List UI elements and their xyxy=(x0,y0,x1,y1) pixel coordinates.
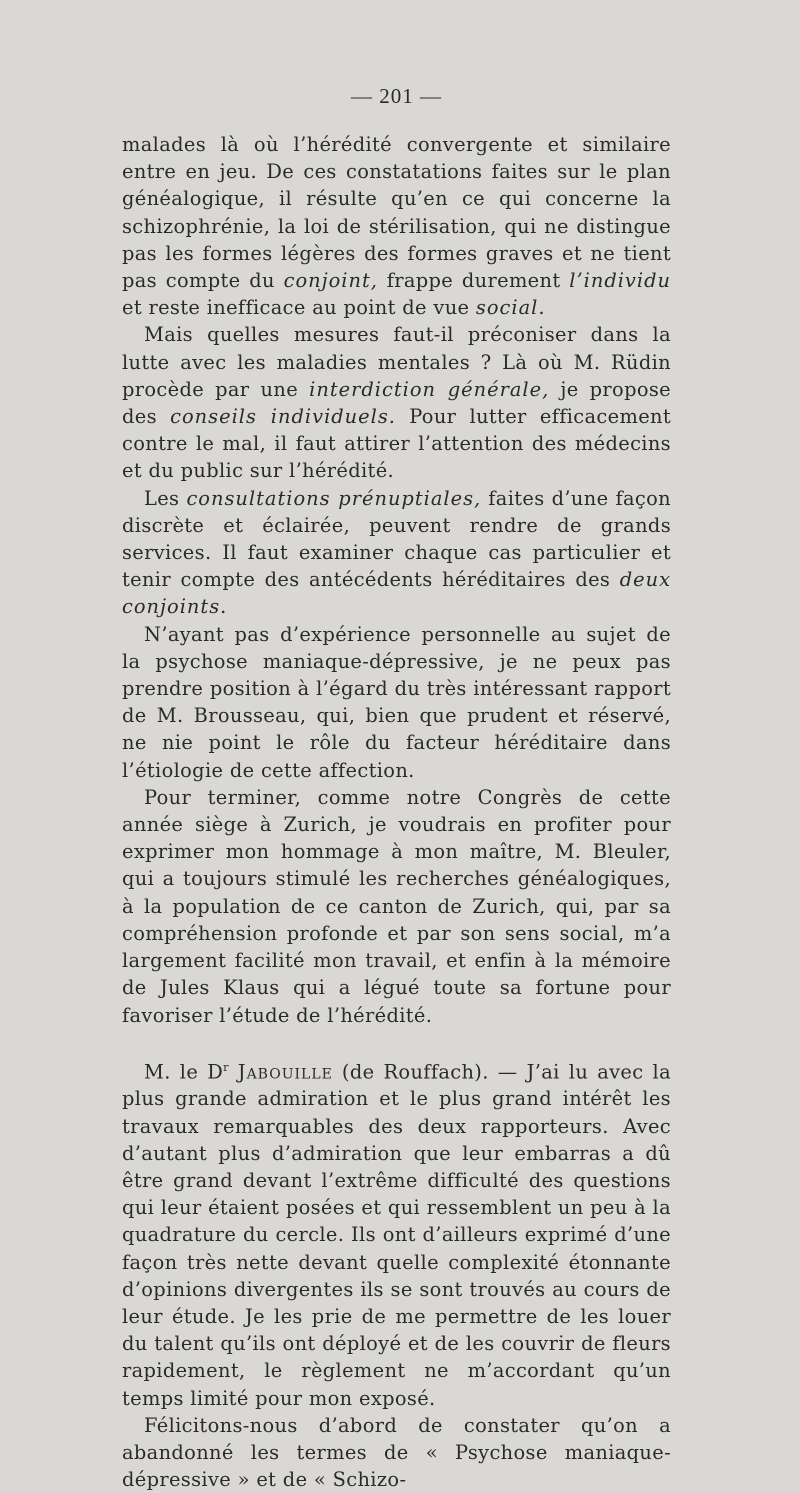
text-span: malades là où l’hérédité convergente et similaire entre en jeu. De ces constatations faites sur le plan généalogique, il résulte qu’en ce qui concerne la schizophrénie, la loi de stérilisation, qui ne distingue pas les formes légères des formes graves et ne tient pas compte du xyxy=(122,133,671,293)
italic-span: l’individu xyxy=(569,269,671,293)
italic-span: conjoint, xyxy=(283,269,378,293)
italic-span: interdiction générale, xyxy=(309,377,550,401)
text-span: N’ayant pas d’expérience personnelle au sujet de la psychose maniaque-dépressive, je ne peux pas prendre position à l’égard du très intéressant rapport de M. Brousseau, qui, bien que prudent et réservé, ne nie point le rôle du facteur héréditaire dans l’étiologie de cette affection. xyxy=(122,622,671,782)
paragraph-1 xyxy=(122,131,671,321)
paragraph-4 xyxy=(122,621,671,784)
text-span xyxy=(229,1060,238,1083)
text-span: Mais quelles mesures faut-il préconiser dans la lutte avec les maladies mentales ? Là où M. Rüdin procède par une xyxy=(122,323,671,401)
italic-span: social. xyxy=(475,296,546,320)
text-span: frappe durement xyxy=(377,269,570,293)
superscript: r xyxy=(223,1060,229,1074)
paragraph-7 xyxy=(122,1412,671,1493)
text-span: je propose des xyxy=(122,377,671,429)
paragraph-6-jabouille-intervention xyxy=(122,1054,671,1412)
text-span: faites d’une façon discrète et éclairée, peuvent rendre de grands services. Il faut examiner chaque cas particulier et tenir compte des antécédents héréditaires des xyxy=(122,486,671,592)
paragraph-5 xyxy=(122,784,671,1029)
italic-span: deux conjoints. xyxy=(122,568,671,619)
paragraph-3 xyxy=(122,485,671,621)
speaker-name: Jabouille xyxy=(237,1060,333,1084)
text-span: Pour terminer, comme notre Congrès de cette année siège à Zurich, je voudrais en profiter pour exprimer mon hommage à mon maître, M. Bleuler, qui a toujours stimulé les recherches généalogiques, à la population de ce canton de Zurich, qui, par sa compréhension profonde et par son sens social, m’a largement facilité mon travail, et enfin à la mémoire de Jules Klaus qui a légué toute sa fortune pour favoriser l’étude de l’hérédité. xyxy=(122,785,671,1027)
italic-span: conseils individuels. xyxy=(170,405,396,429)
text-span: M. le D xyxy=(144,1060,224,1084)
text-span: Félicitons-nous d’abord de constater qu’on a abandonné les termes de « Psychose maniaque-dépressive » et de « Schizo- xyxy=(122,1413,671,1492)
text-span: et reste inefficace au point de vue xyxy=(122,296,476,320)
paragraph-2 xyxy=(122,321,671,484)
page-number: — 201 — xyxy=(351,84,442,108)
text-span: Les xyxy=(144,486,187,510)
text-span: Pour lutter efficacement contre le mal, il faut attirer l’attention des médecins et du public sur l’hérédité. xyxy=(122,405,671,483)
italic-span: consultations prénuptiales, xyxy=(186,486,482,510)
text-span: (de Rouffach). — J’ai lu avec la plus grande admiration et le plus grand intérêt les travaux remarquables des deux rapporteurs. Avec d’autant plus d’admiration que leur embarras a dû être grand devant l’extrême difficulté des questions qui leur étaient posées et qui ressemblent un peu à la quadrature du cercle. Ils ont d’ailleurs exprimé d’une façon très nette devant quelle complexité étonnante d’opinions divergentes ils se sont trouvés au cours de leur étude. Je les prie de me permettre de les louer du talent qu’ils ont déployé et de les couvrir de fleurs rapidement, le règlement ne m’accordant qu’un temps limité pour mon exposé. xyxy=(122,1060,671,1410)
